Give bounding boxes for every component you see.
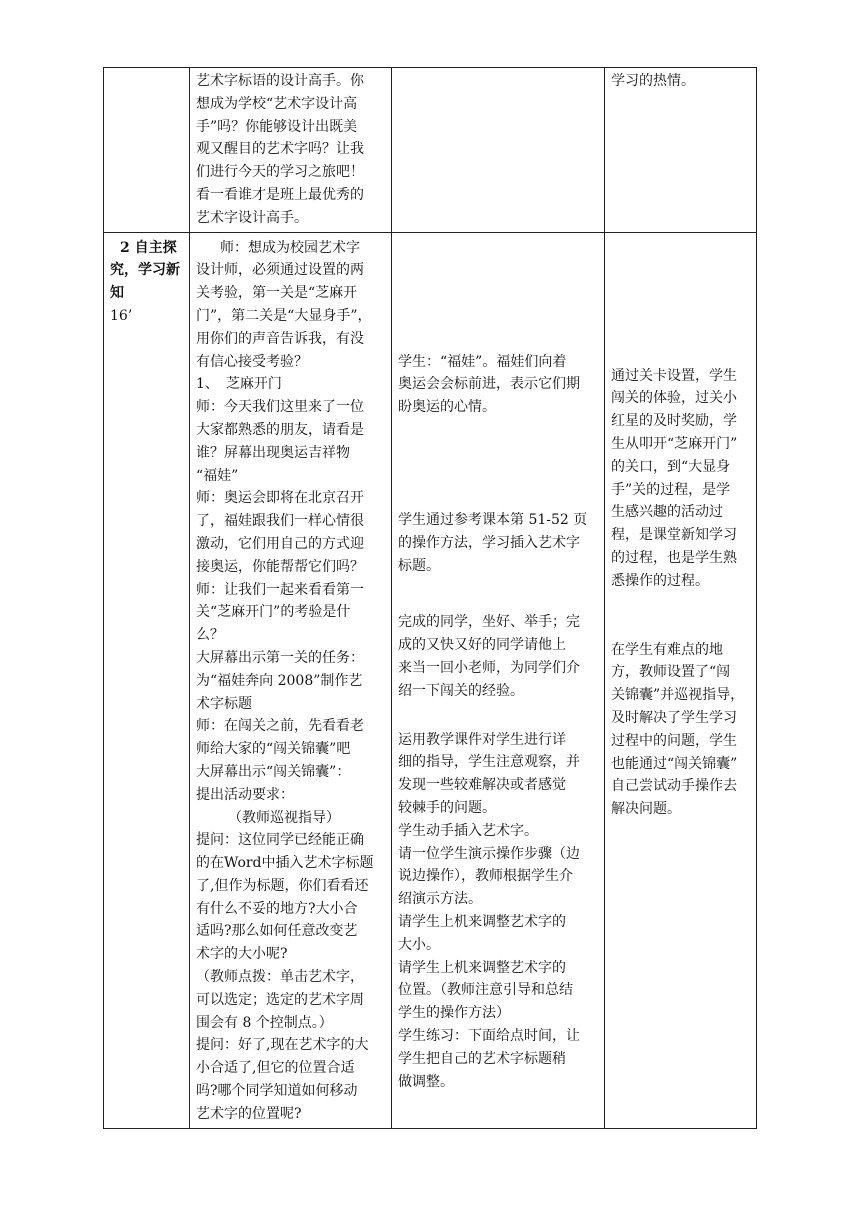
text-line: 学生练习：下面给点时间，让 (398, 1027, 580, 1044)
stage-cell (104, 232, 190, 1128)
text-line: 师给大家的“闯关锦囊”吧 (196, 741, 351, 758)
text-line: 为“福娃奔向 2008”制作艺 (196, 672, 363, 689)
text-line: 悉操作的过程。 (611, 572, 709, 589)
text-line: 手”吗？你能够设计出既美 (196, 118, 358, 135)
text-line: 谁？屏幕出现奥运吉祥物 (196, 444, 350, 461)
text-line: 绍一下闯关的经验。 (398, 682, 524, 699)
text-line: 提出活动要求： (196, 786, 294, 803)
design-intent-text: 学习的热情。 (611, 73, 695, 89)
text-line: 适吗?那么如何任意改变艺 (196, 923, 358, 940)
text-line: 术字标题 (196, 695, 252, 712)
text-line: 艺术字标语的设计高手。你 (196, 73, 364, 89)
table-row (104, 68, 757, 233)
text-line: 学生通过参考课本第 51-52 页 (398, 511, 588, 528)
stage-title: 2 自主探 (120, 239, 177, 256)
text-line: 在学生有难点的地 (611, 641, 723, 658)
text-line: 师：让我们一起来看看第一 (196, 581, 364, 598)
text-line: 生从叩开“芝麻开门” (611, 435, 738, 452)
table-row (104, 232, 757, 1128)
text-line: 的过程，也是学生熟 (611, 549, 737, 566)
text-line: 奥运会会标前进，表示它们期 (398, 376, 580, 393)
text-line: 发现一些较难解决或者感觉 (398, 777, 566, 794)
text-line: 接奥运，你能帮帮它们吗？ (196, 558, 364, 575)
text-line: 们进行今天的学习之旅吧！ (196, 164, 364, 181)
text-line: 可以选定；选定的艺术字周 (196, 991, 364, 1008)
text-line: 关“芝麻开门”的考验是什 (196, 604, 351, 621)
text-line: 激动，它们用自己的方式迎 (196, 535, 364, 552)
text-line: 门”，第二关是“大显身手”， (196, 307, 372, 324)
text-line: 方，教师设置了“闯 (611, 664, 731, 681)
text-line: 1、 芝麻开门 (196, 376, 282, 393)
text-line: 小合适了,但它的位置合适 (196, 1060, 355, 1077)
text-line: 了,但作为标题，你们看看还 (196, 877, 369, 894)
text-line: 的操作方法，学习插入艺术字 (398, 534, 580, 551)
text-line: 围会有 8 个控制点。） (196, 1014, 333, 1031)
text-line: 提问：这位同学已经能正确 (196, 832, 364, 849)
text-line: 师：在闯关之前，先看看老 (196, 718, 364, 735)
text-line: 及时解决了学生学习 (611, 709, 737, 726)
stage-time: 16’ (110, 307, 133, 324)
text-line: 有信心接受考验？ (196, 353, 308, 370)
teacher-activity-cell (190, 68, 392, 233)
text-line: 解决问题。 (611, 801, 681, 818)
text-line: 运用教学课件对学生进行详 (398, 731, 566, 748)
text-line: “福娃” (196, 467, 239, 484)
text-line: 关锦囊”并巡视指导， (611, 687, 745, 704)
text-line: 有什么不妥的地方?大小合 (196, 900, 358, 917)
text-line: 过程中的问题，学生 (611, 732, 737, 749)
teacher-activity-cell (190, 232, 392, 1128)
text-line: 也能通过“闯关锦囊” (611, 755, 738, 772)
text-line: 吗?哪个同学知道如何移动 (196, 1083, 358, 1100)
text-line: 细的指导，学生注意观察，并 (398, 754, 580, 771)
text-line: 么？ (196, 627, 224, 644)
text-line: 的在Word中插入艺术字标题 (196, 855, 374, 872)
text-line: 术字的大小呢? (196, 946, 288, 963)
text-line: 成的又快又好的同学请他上 (398, 637, 566, 654)
text-line: （教师巡视指导） (228, 809, 340, 826)
text-line: 学生动手插入艺术字。 (398, 822, 538, 839)
text-line: 的关口，到“大显身 (611, 458, 731, 475)
text-line: 红星的及时奖励，学 (611, 413, 737, 430)
text-line: 闯关的体验，过关小 (611, 390, 737, 407)
text-line: 师：奥运会即将在北京召开 (196, 490, 364, 507)
text-line: 较棘手的问题。 (398, 799, 496, 816)
text-line: 关考验，第一关是“芝麻开 (196, 285, 358, 302)
text-line: 通过关卡设置，学生 (611, 367, 737, 384)
text-line: 观又醒目的艺术字吗？让我 (196, 141, 364, 158)
text-line: 位置。（教师注意引导和总结 (398, 982, 573, 999)
lesson-plan-table (103, 67, 757, 1129)
text-line: 用你们的声音告诉我，有没 (196, 330, 364, 347)
text-line: 手”关的过程，是学 (611, 481, 731, 498)
text-line: 艺术字的位置呢? (196, 1105, 302, 1122)
student-activity-cell (392, 68, 605, 233)
stage-title: 知 (110, 285, 124, 302)
design-intent-cell (605, 68, 757, 233)
text-line: 了，福娃跟我们一样心情很 (196, 513, 364, 530)
text-line: 盼奥运的心情。 (398, 399, 496, 416)
text-line: 看一看谁才是班上最优秀的 (196, 186, 364, 203)
text-line: 来当一回小老师，为同学们介 (398, 659, 580, 676)
text-line: 绍演示方法。 (398, 891, 482, 908)
student-activity-cell (392, 232, 605, 1128)
stage-title: 究，学习新 (110, 262, 180, 279)
text-line: 完成的同学，坐好、举手；完 (398, 614, 580, 631)
text-line: 设计师，必须通过设置的两 (196, 262, 364, 279)
text-line: 提问：好了,现在艺术字的大 (196, 1037, 369, 1054)
text-line: 做调整。 (398, 1073, 454, 1090)
text-line: 想成为学校“艺术字设计高 (196, 95, 358, 112)
text-line: 学生把自己的艺术字标题稍 (398, 1050, 566, 1067)
text-line: 大屏幕出示“闯关锦囊”： (196, 763, 351, 780)
text-line: 师：今天我们这里来了一位 (196, 399, 364, 416)
text-line: 师：想成为校园艺术字 (220, 239, 360, 256)
text-line: 艺术字设计高手。 (196, 209, 308, 226)
text-line: 生感兴趣的活动过 (611, 504, 723, 521)
text-line: 大小。 (398, 936, 440, 953)
text-line: 学生的操作方法） (398, 1005, 510, 1022)
text-line: 程，是课堂新知学习 (611, 527, 737, 544)
text-line: （教师点拨：单击艺术字， (196, 969, 364, 986)
stage-cell (104, 68, 190, 233)
design-intent-cell (605, 232, 757, 1128)
text-line: 自己尝试动手操作去 (611, 778, 737, 795)
text-line: 学生：“福娃”。福娃们向着 (398, 353, 567, 370)
text-line: 大屏幕出示第一关的任务： (196, 649, 364, 666)
text-line: 标题。 (398, 557, 440, 574)
text-line: 请学生上机来调整艺术字的 (398, 913, 566, 930)
text-line: 请一位学生演示操作步骤（边 (398, 845, 580, 862)
text-line: 说边操作），教师根据学生介 (398, 868, 573, 885)
text-line: 请学生上机来调整艺术字的 (398, 959, 566, 976)
text-line: 大家都熟悉的朋友，请看是 (196, 421, 364, 438)
